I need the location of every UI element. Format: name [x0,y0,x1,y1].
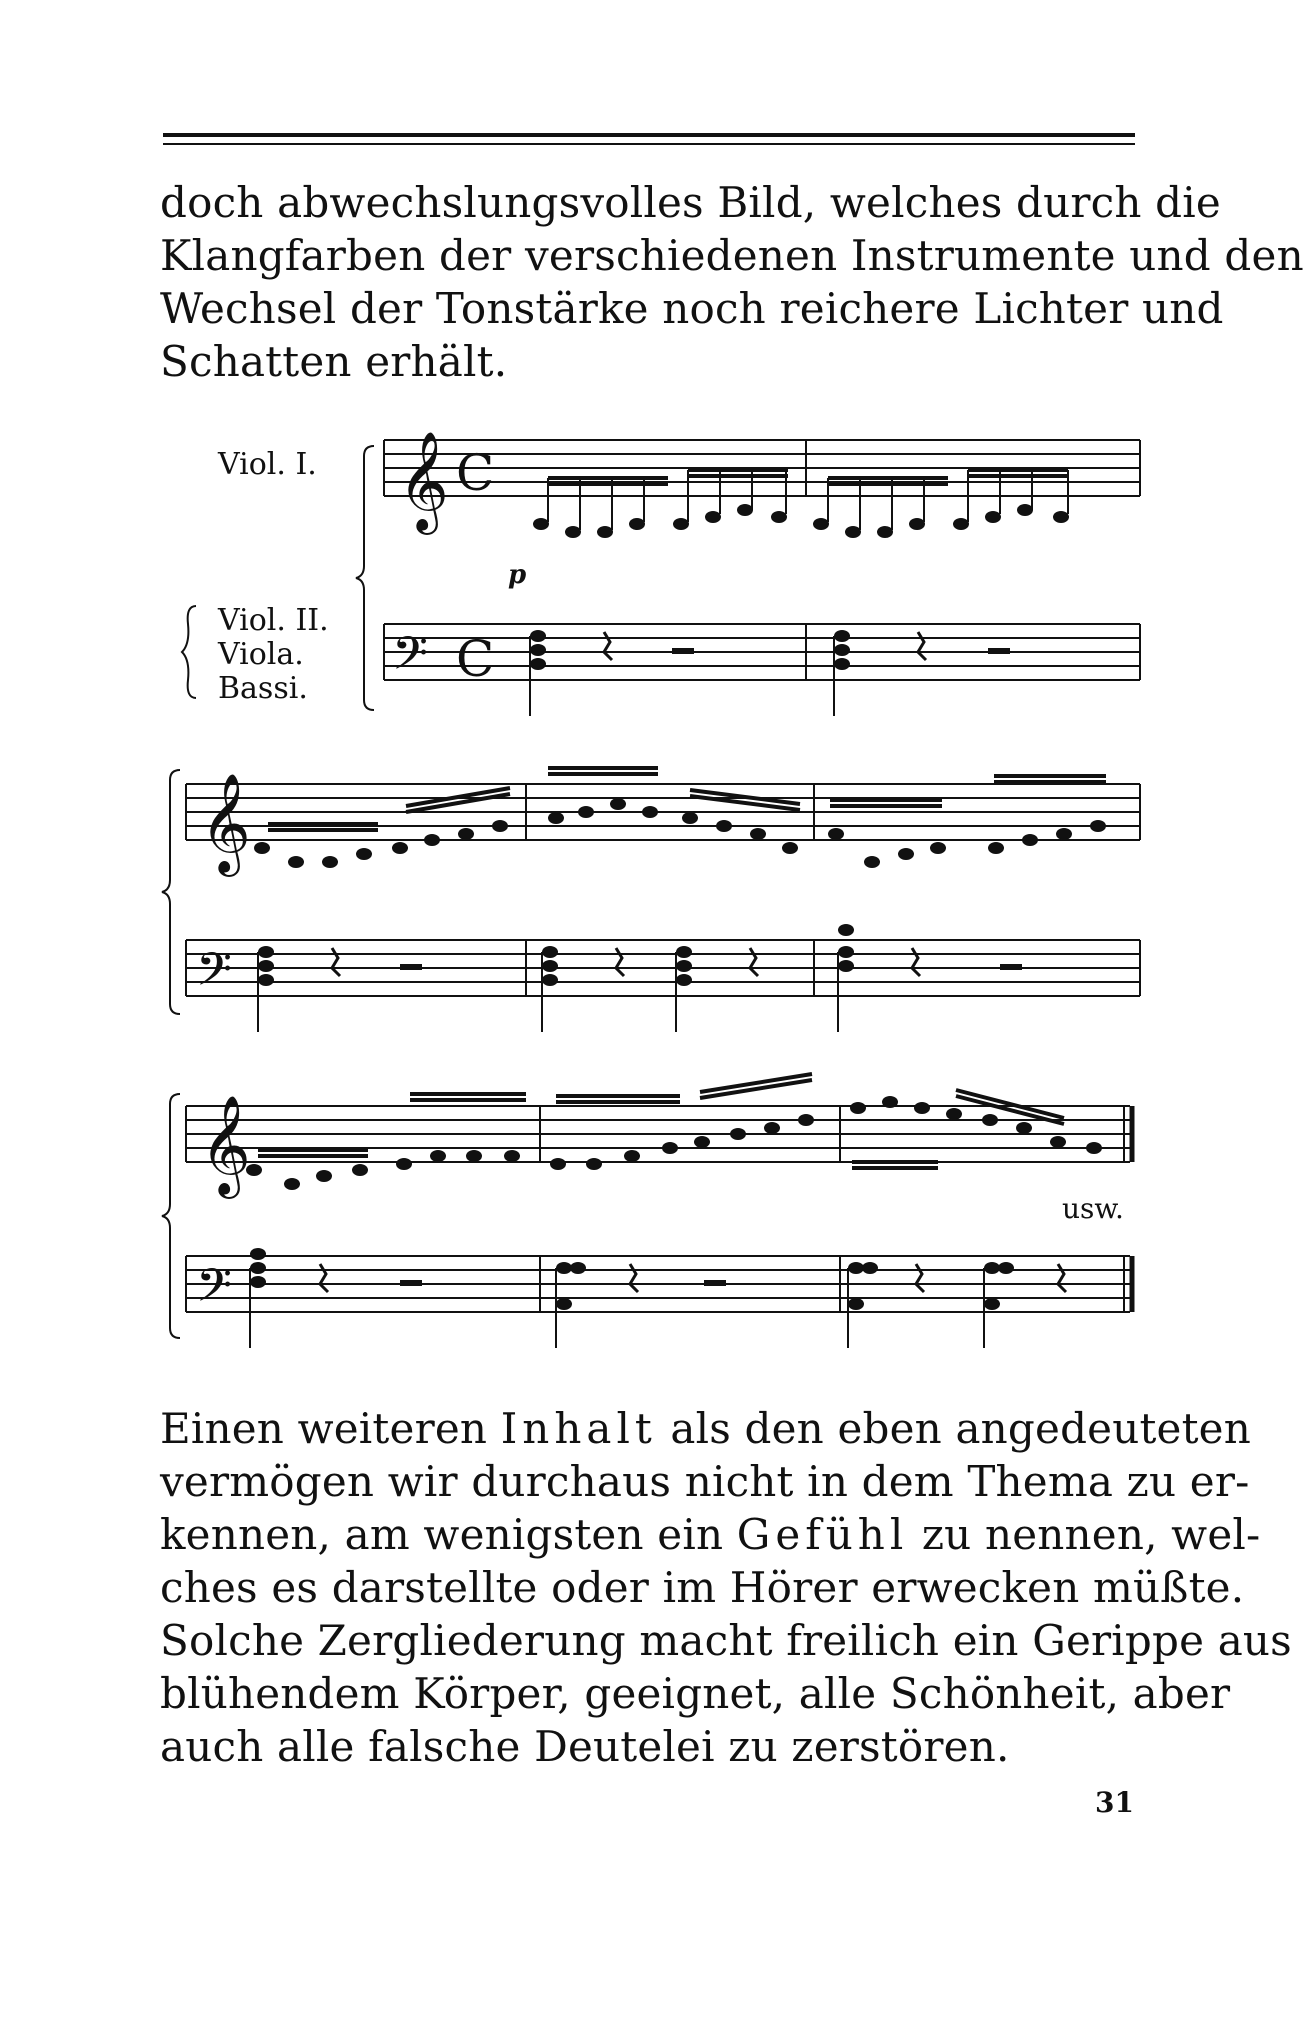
paragraph-2-line-5: Solche Zergliederung macht freilich ein Gerippe aus [160,1616,1292,1665]
paragraph-2 [160,1402,1292,1773]
paragraph-1-line-4: Schatten erhält. [160,337,508,386]
paragraph-1-line-2: Klangfarben der verschiedenen Instrumente und den [160,231,1304,280]
paragraph-2-line-7: auch alle falsche Deutelei zu zerstören. [160,1722,1010,1771]
label-viola: Viola. [218,637,304,672]
dynamic-marking: p [508,560,527,590]
paragraph-2-line-4: ches es darstellte oder im Hörer erwecken müßte. [160,1563,1245,1612]
paragraph-2-line-1: Einen weiteren Inhalt als den eben angedeuteten [160,1404,1251,1453]
paragraph-1-line-3: Wechsel der Tonstärke noch reichere Lichter und [160,284,1224,333]
system-1-bass-staff [384,624,1140,680]
system-1-notes [530,504,1069,670]
paragraph-2-line-2: vermögen wir durchaus nicht in dem Thema zu er- [160,1457,1250,1506]
time-signature-treble: C [456,444,495,502]
system-3-notes [246,1096,1102,1310]
time-signature-bass: C [456,630,495,688]
treble-clef-1: 𝄞 [398,431,449,531]
label-bassi: Bassi. [218,671,308,706]
instrument-brace [182,606,196,698]
bass-clef-2: 𝄢 [196,943,233,1008]
treble-clef-3: 𝄞 [200,1095,251,1195]
emphasis-inhalt: Inhalt [500,1404,657,1453]
page-number: 31 [1095,1786,1134,1819]
system-2-bass-staff [186,940,1140,996]
clefs [196,431,494,1324]
label-viol-1: Viol. I. [218,447,317,482]
usw-label: usw. [1062,1192,1124,1225]
treble-clef-2: 𝄞 [200,773,251,873]
paragraph-1-line-1: doch abwechslungsvolles Bild, welches durch die [160,178,1221,227]
bass-clef-3: 𝄢 [196,1259,233,1324]
bass-clef-1: 𝄢 [392,627,429,692]
paragraph-2-line-3: kennen, am wenigsten ein Gefühl zu nennen, wel- [160,1510,1261,1559]
label-viol-2: Viol. II. [218,603,329,638]
paragraph-2-line-6: blühendem Körper, geeignet, alle Schönheit, aber [160,1669,1231,1718]
emphasis-gefuehl: Gefühl [736,1510,909,1559]
